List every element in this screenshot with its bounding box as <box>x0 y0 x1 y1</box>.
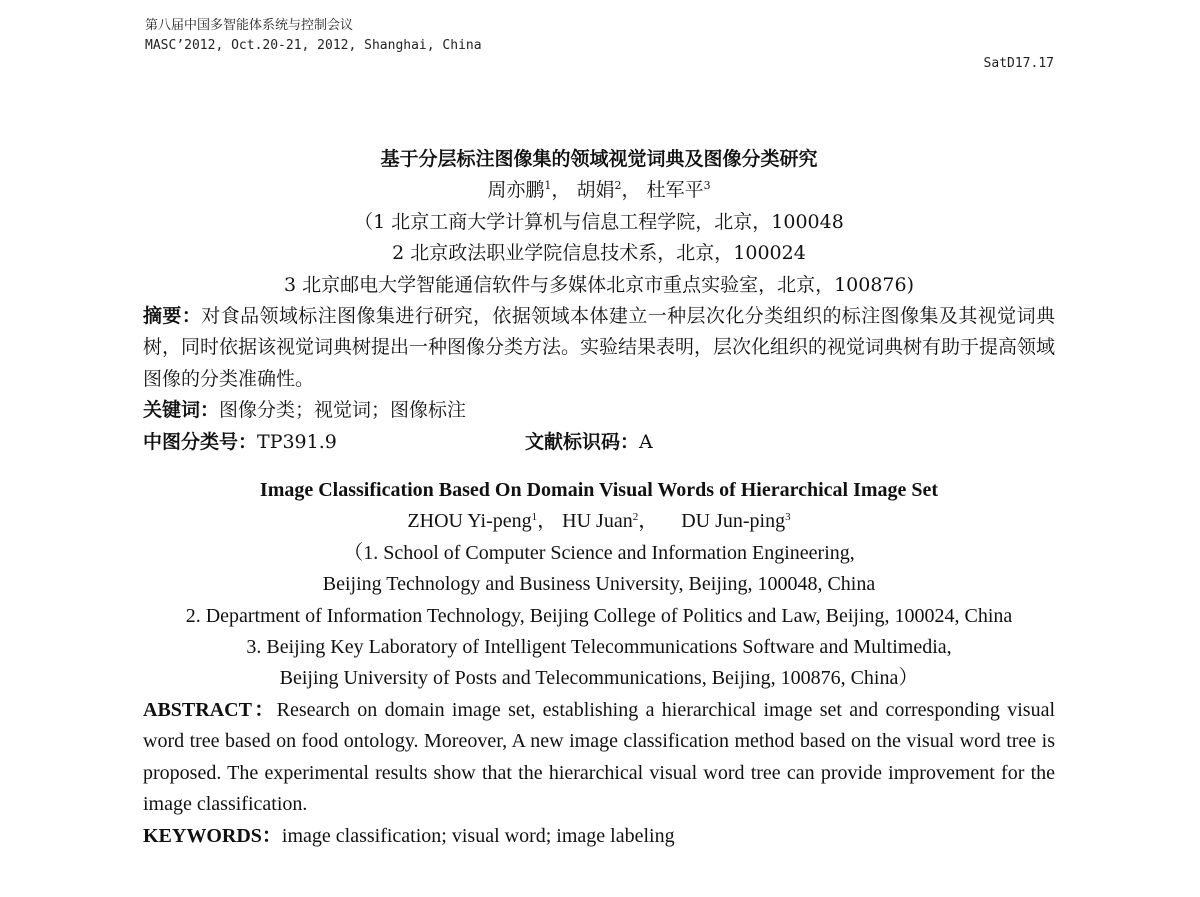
cn-affiliation: 3 北京邮电大学智能通信软件与多媒体北京市重点实验室，北京，100876) <box>283 273 915 296</box>
cn-author: 杜军平$^3$ <box>646 179 711 202</box>
en-affiliation: Beijing University of Posts and Telecommunications, Beijing, 100876, China） <box>279 667 919 690</box>
en-affiliation: Beijing Technology and Business University, Beijing, 100048, China <box>322 573 876 596</box>
en-abstract-text: Research on domain image set, establishing a hierarchical image set and corresponding visual word tree based on food ontology. Moreover, A new image classification method based on the visual word tree is proposed. The experimental results show that the hierarchical visual word tree can provide improvement for the image classification. <box>143 698 1056 816</box>
en-author: HU Juan$^2$， <box>562 510 659 533</box>
en-keywords-text: image classification; visual word; image labeling <box>281 824 675 847</box>
en-author: DU Jun-ping$^3$ <box>681 510 791 533</box>
paper-code: SatD17.17 <box>983 56 1054 71</box>
en-affiliation: 3. Beijing Key Laboratory of Intelligent Telecommunications Software and Multimedia, <box>246 636 952 659</box>
cn-author: 周亦鹏$^1$， <box>487 179 571 202</box>
cn-author: 胡娟$^2$， <box>576 179 641 202</box>
en-affiliation: 2. Department of Information Technology, Beijing College of Politics and Law, Beijing, 100024, China <box>185 604 1013 627</box>
cn-affiliation: 2 北京政法职业学院信息技术系，北京，100024 <box>392 242 806 265</box>
en-affiliation: （1. School of Computer Science and Information Engineering, <box>343 541 855 564</box>
en-authors <box>143 506 1055 537</box>
running-header <box>145 16 482 56</box>
cn-abstract <box>143 301 1055 395</box>
cn-affiliation: （1 北京工商大学计算机与信息工程学院，北京，100048 <box>354 210 844 233</box>
en-keywords <box>143 821 1055 852</box>
clc-number: 中图分类号：TP391.9 <box>143 430 337 453</box>
conference-name-en: MASC’2012, Oct.20-21, 2012, Shanghai, China <box>145 38 482 53</box>
cn-keywords <box>143 395 1055 426</box>
cn-classification-row <box>143 427 1055 458</box>
cn-authors <box>143 175 1055 206</box>
en-author: ZHOU Yi-peng$^1$， <box>407 510 558 533</box>
cn-keywords-label: 关键词： <box>143 399 220 422</box>
en-abstract <box>143 695 1055 821</box>
cn-title: 基于分层标注图像集的领域视觉词典及图像分类研究 <box>380 148 818 170</box>
cn-keywords-text: 图像分类；视觉词；图像标注 <box>219 399 467 422</box>
document-code: 文献标识码：A <box>525 430 653 453</box>
en-title: Image Classification Based On Domain Visual Words of Hierarchical Image Set <box>259 479 939 502</box>
cn-abstract-label: 摘要： <box>143 305 202 328</box>
en-abstract-label: ABSTRACT： <box>143 698 277 721</box>
conference-name-cn: 第八届中国多智能体系统与控制会议 <box>145 18 354 33</box>
en-keywords-label: KEYWORDS： <box>143 824 282 847</box>
cn-abstract-text: 对食品领域标注图像集进行研究，依据领域本体建立一种层次化分类组织的标注图像集及其视觉词典树，同时依据该视觉词典树提出一种图像分类方法。实验结果表明，层次化组织的视觉词典树有助于提高领域图像的分类准确性。 <box>143 305 1056 390</box>
paper-body <box>143 144 1055 852</box>
